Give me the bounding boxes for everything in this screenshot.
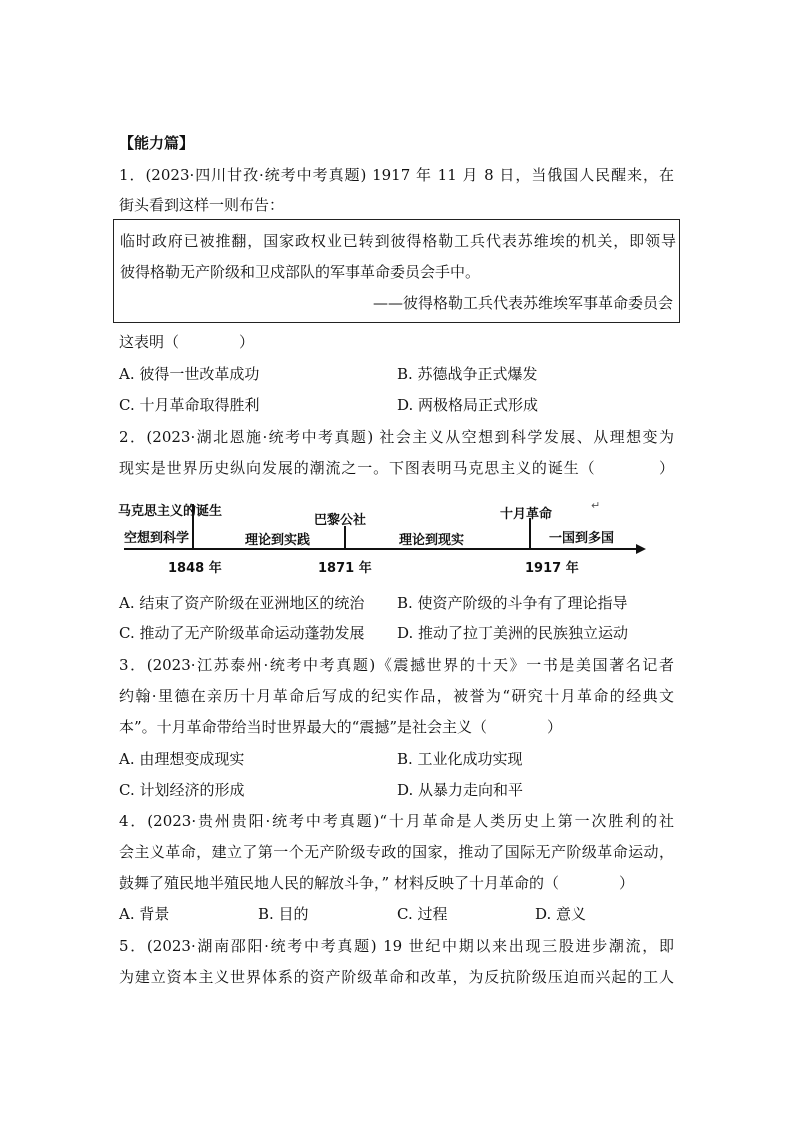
q2-stem-line1: 2．(2023·湖北恩施·统考中考真题) 社会主义从空想到科学发展、从理想变为 <box>119 428 674 446</box>
timeline-year-1848: 1848 年 <box>168 561 222 576</box>
timeline-label-october-revolution: 十月革命 <box>500 507 553 522</box>
q4-option-d: D. 意义 <box>535 905 587 923</box>
q1-option-c: C. 十月革命取得胜利 <box>119 396 260 414</box>
q4-option-c: C. 过程 <box>397 905 448 923</box>
q4-stem-line2: 会主义革命，建立了第一个无产阶级专政的国家，推动了国际无产阶级革命运动， <box>119 843 674 861</box>
q1-stem-line1: 1．(2023·四川甘孜·统考中考真题) 1917 年 11 月 8 日，当俄国人民醒来，在 <box>119 166 674 184</box>
return-mark-icon: ↵ <box>591 499 601 512</box>
q3-option-d: D. 从暴力走向和平 <box>397 781 524 799</box>
section-title: 【能力篇】 <box>119 134 195 152</box>
q2-stem-line2: 现实是世界历史纵向发展的潮流之一。下图表明马克思主义的诞生（ ） <box>119 459 674 477</box>
q2-option-c: C. 推动了无产阶级革命运动蓬勃发展 <box>119 624 365 642</box>
q2-option-d: D. 推动了拉丁美洲的民族独立运动 <box>397 624 629 642</box>
q4-stem-line1: 4．(2023·贵州贵阳·统考中考真题)“十月革命是人类历史上第一次胜利的社 <box>119 812 674 830</box>
q3-option-c: C. 计划经济的形成 <box>119 781 245 799</box>
q4-option-b: B. 目的 <box>258 905 309 923</box>
timeline-arrowhead <box>636 544 646 554</box>
q1-ask: 这表明（ ） <box>119 333 255 351</box>
timeline-seg-theory-to-reality: 理论到现实 <box>399 533 465 548</box>
q3-option-a: A. 由理想变成现实 <box>119 750 245 768</box>
q3-stem-line3: 本”。十月革命带给当时世界最大的“震撼”是社会主义（ ） <box>119 718 563 736</box>
q4-option-a: A. 背景 <box>119 905 170 923</box>
q2-option-b: B. 使资产阶级的斗争有了理论指导 <box>397 594 628 612</box>
timeline-label-paris-commune: 巴黎公社 <box>314 513 367 528</box>
timeline-year-1917: 1917 年 <box>525 561 579 576</box>
q1-option-d: D. 两极格局正式形成 <box>397 396 539 414</box>
timeline-diagram <box>118 490 653 580</box>
q3-option-b: B. 工业化成功实现 <box>397 750 523 768</box>
q1-quote-box <box>113 219 680 323</box>
q4-stem-line3: 鼓舞了殖民地半殖民地人民的解放斗争，” 材料反映了十月革命的（ ） <box>119 874 634 892</box>
q3-stem-line2: 约翰·里德在亲历十月革命后写成的纪实作品，被誉为“研究十月革命的经典文 <box>119 687 674 705</box>
q1-option-a: A. 彼得一世改革成功 <box>119 365 260 383</box>
q2-option-a: A. 结束了资产阶级在亚洲地区的统治 <box>119 594 365 612</box>
timeline-label-marxism-birth: 马克思主义的诞生 <box>118 504 223 519</box>
timeline-year-1871: 1871 年 <box>318 561 372 576</box>
q5-stem-line1: 5．(2023·湖南邵阳·统考中考真题) 19 世纪中期以来出现三股进步潮流，即 <box>119 937 674 955</box>
q1-stem-line2: 街头看到这样一则布告： <box>119 196 285 214</box>
q1-quote-line2: 彼得格勒无产阶级和卫戍部队的军事革命委员会手中。 <box>120 263 481 281</box>
q3-stem-line1: 3．(2023·江苏泰州·统考中考真题)《震撼世界的十天》一书是美国著名记者 <box>119 656 674 674</box>
timeline-seg-theory-to-practice: 理论到实践 <box>245 533 311 548</box>
timeline-seg-one-to-many: 一国到多国 <box>549 531 615 546</box>
q5-stem-line2: 为建立资本主义世界体系的资产阶级革命和改革，为反抗阶级压迫而兴起的工人 <box>119 968 674 986</box>
timeline-seg-utopia-to-science: 空想到科学 <box>124 531 190 546</box>
q1-quote-source: ——彼得格勒工兵代表苏维埃军事革命委员会 <box>372 294 673 312</box>
q1-quote-line1: 临时政府已被推翻，国家政权业已转到彼得格勒工兵代表苏维埃的机关，即领导 <box>120 232 676 250</box>
q1-option-b: B. 苏德战争正式爆发 <box>397 365 538 383</box>
